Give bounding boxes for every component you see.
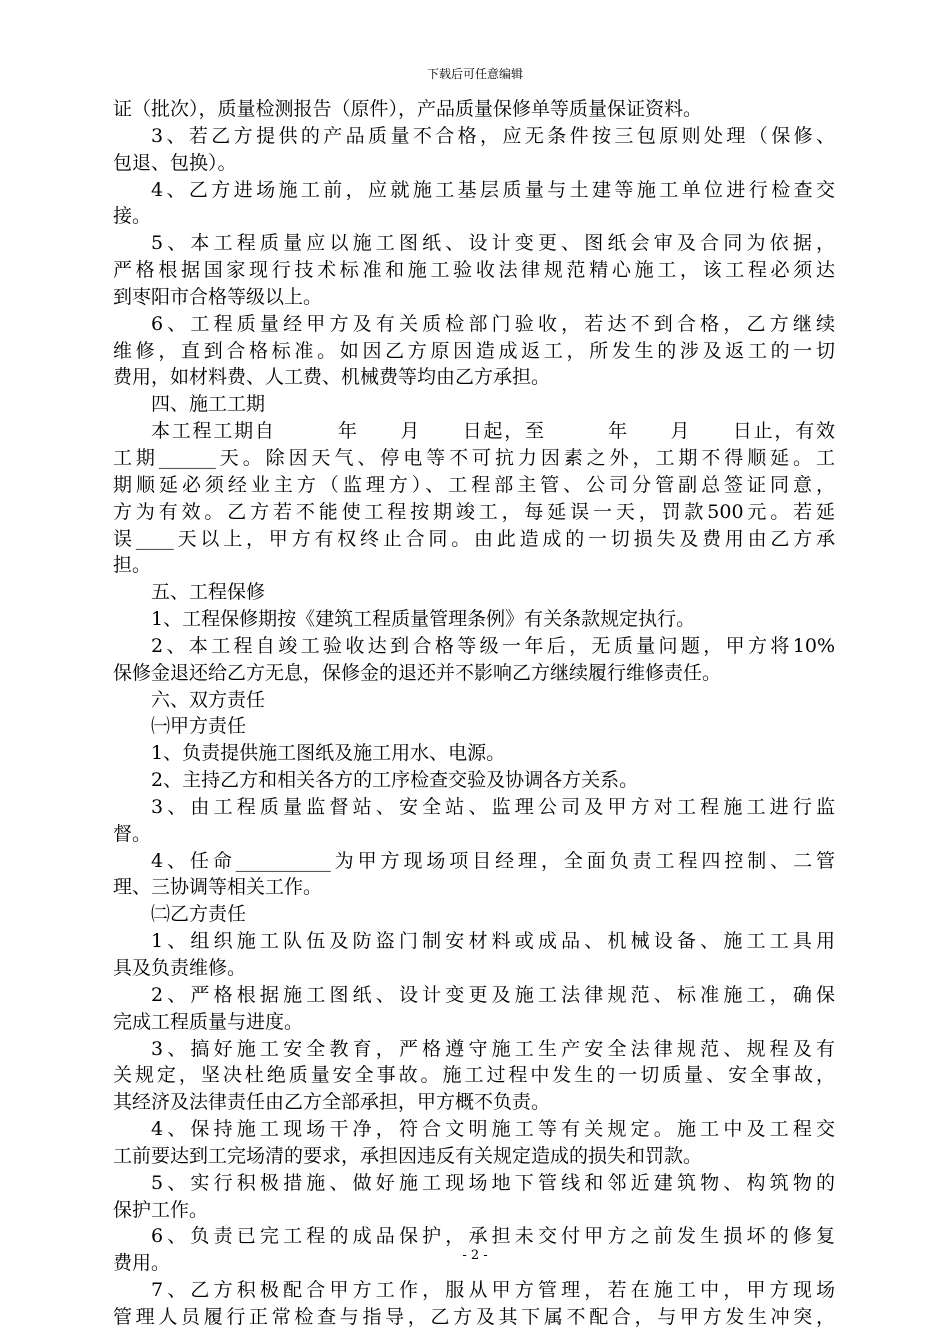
- text-line: 其经济及法律责任由乙方全部承担，甲方概不负责。: [113, 1091, 551, 1114]
- text-line: 本工程工期自 年 月 日起，至 年 月 日止，有效: [151, 420, 835, 443]
- text-line: 担。: [113, 554, 152, 577]
- text-line: 工期______天。除因天气、停电等不可抗力因素之外，工期不得顺延。工: [113, 446, 835, 469]
- text-line: 5、实行积极措施、做好施工现场地下管线和邻近建筑物、构筑物的: [151, 1171, 835, 1194]
- text-line: 四、施工工期: [151, 393, 266, 416]
- document-body: [113, 96, 835, 1331]
- text-line: 完成工程质量与进度。: [113, 1010, 304, 1033]
- text-line: 3、若乙方提供的产品质量不合格，应无条件按三包原则处理（保修、: [151, 124, 835, 147]
- text-line: 1、组织施工队伍及防盗门制安材料或成品、机械设备、施工工具用: [151, 930, 835, 953]
- text-line: ㈡乙方责任: [151, 903, 247, 926]
- text-line: 督。: [113, 822, 152, 845]
- text-line: 具及负责维修。: [113, 957, 247, 979]
- text-line: 接。: [113, 205, 152, 228]
- text-line: 4、保持施工现场干净，符合文明施工等有关规定。施工中及工程交: [151, 1118, 835, 1141]
- text-line: 包退、包换）。: [113, 151, 237, 174]
- text-line: 保护工作。: [113, 1198, 209, 1221]
- text-line: 费用。: [113, 1252, 171, 1275]
- text-line: 2、本工程自竣工验收达到合格等级一年后，无质量问题，甲方将10%: [151, 634, 835, 657]
- text-line: 4、任命__________为甲方现场项目经理，全面负责工程四控制、二管: [151, 849, 835, 872]
- text-line: 3、由工程质量监督站、安全站、监理公司及甲方对工程施工进行监: [151, 795, 835, 818]
- text-line: 7、乙方积极配合甲方工作，服从甲方管理，若在施工中，甲方现场: [151, 1279, 835, 1302]
- text-line: 6、工程质量经甲方及有关质检部门验收，若达不到合格，乙方继续: [151, 312, 835, 335]
- text-line: 六、双方责任: [151, 688, 266, 711]
- text-line: 方为有效。乙方若不能使工程按期竣工，每延误一天，罚款500元。若延: [113, 500, 835, 523]
- page-number: - 2 -: [462, 1248, 488, 1263]
- page-header: 下载后可任意编辑: [426, 67, 523, 81]
- text-line: 3、搞好施工安全教育，严格遵守施工生产安全法律规范、规程及有: [151, 1037, 835, 1060]
- text-line: 5、本工程质量应以施工图纸、设计变更、图纸会审及合同为依据，: [151, 232, 835, 255]
- text-line: 4、乙方进场施工前，应就施工基层质量与土建等施工单位进行检查交: [151, 178, 835, 201]
- text-line: 期顺延必须经业主方（监理方）、工程部主管、公司分管副总签证同意，: [113, 473, 835, 496]
- text-line: 2、主持乙方和相关各方的工序检查交验及协调各方关系。: [151, 769, 639, 792]
- text-line: 2、严格根据施工图纸、设计变更及施工法律规范、标准施工，确保: [151, 983, 835, 1006]
- text-line: 严格根据国家现行技术标准和施工验收法律规范精心施工，该工程必须达: [113, 259, 835, 282]
- text-line: 证（批次），质量检测报告（原件），产品质量保修单等质量保证资料。: [113, 98, 703, 120]
- text-line: 工前要达到工完场清的要求，承担因违反有关规定造成的损失和罚款。: [113, 1144, 703, 1167]
- text-line: 维修，直到合格标准。如因乙方原因造成返工，所发生的涉及返工的一切: [113, 339, 835, 362]
- text-line: 管理人员履行正常检查与指导，乙方及其下属不配合，与甲方发生冲突，: [113, 1305, 835, 1328]
- text-line: 到枣阳市合格等级以上。: [113, 285, 323, 308]
- text-line: 1、工程保修期按《建筑工程质量管理条例》有关条款规定执行。: [151, 608, 696, 631]
- text-line: 保修金退还给乙方无息，保修金的退还并不影响乙方继续履行维修责任。: [113, 661, 722, 684]
- text-line: 五、工程保修: [151, 581, 266, 604]
- text-line: 理、三协调等相关工作。: [113, 876, 323, 899]
- text-line: 费用，如材料费、人工费、机械费等均由乙方承担。: [113, 366, 551, 389]
- text-line: 关规定，坚决杜绝质量安全事故。施工过程中发生的一切质量、安全事故，: [113, 1064, 835, 1087]
- text-line: 误____天以上，甲方有权终止合同。由此造成的一切损失及费用由乙方承: [113, 527, 835, 550]
- text-line: ㈠甲方责任: [151, 715, 247, 738]
- text-line: 6、负责已完工程的成品保护，承担未交付甲方之前发生损坏的修复: [151, 1225, 835, 1248]
- text-line: 1、负责提供施工图纸及施工用水、电源。: [151, 742, 506, 765]
